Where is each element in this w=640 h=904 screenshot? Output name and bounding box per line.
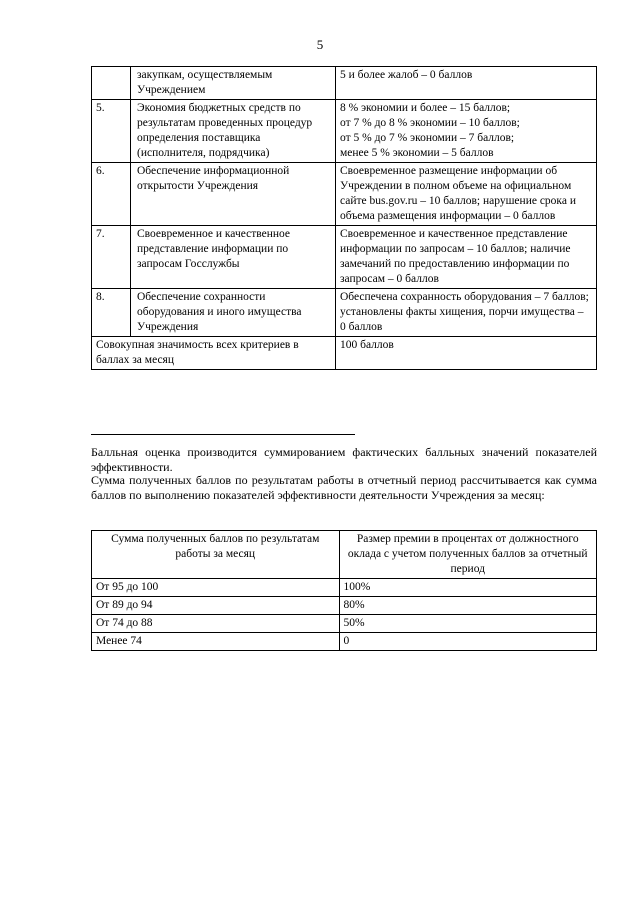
bonus-percent: 0 xyxy=(339,633,597,651)
table-row xyxy=(92,163,597,226)
row-number: 7. xyxy=(92,226,131,289)
table-row xyxy=(92,67,597,100)
table-row xyxy=(92,226,597,289)
bonus-percent: 100% xyxy=(339,579,597,597)
sum-paragraph: Сумма полученных баллов по результатам работы в отчетный период рассчитывается как сумма баллов по выполнению показателей эффективности деятельности Учреждения за месяц: xyxy=(91,473,597,502)
points-range: Менее 74 xyxy=(92,633,340,651)
header-row xyxy=(92,531,597,579)
table-row xyxy=(92,579,597,597)
score-cell: 5 и более жалоб – 0 баллов xyxy=(336,67,597,100)
table-row xyxy=(92,633,597,651)
table-row xyxy=(92,289,597,337)
score-cell: Своевременное размещение информации об Учреждении в полном объеме на официальном сайте bus.gov.ru – 10 баллов; нарушение срока и объема размещения информации – 0 баллов xyxy=(336,163,597,226)
criterion-cell: Обеспечение сохранности оборудования и иного имущества Учреждения xyxy=(131,289,336,337)
criterion-cell: Обеспечение информационной открытости Учреждения xyxy=(131,163,336,226)
separator-line xyxy=(91,434,355,435)
table-row xyxy=(92,615,597,633)
score-line: установлены факты хищения, порчи имущества – 0 баллов xyxy=(340,306,584,333)
score-cell: Своевременное и качественное представление информации по запросам – 10 баллов; наличие замечаний по предоставлению информации по запросам – 0 баллов xyxy=(336,226,597,289)
score-line: менее 5 % экономии – 5 баллов xyxy=(340,147,494,159)
page-number: 5 xyxy=(316,37,324,52)
criterion-cell: закупкам, осуществляемым Учреждением xyxy=(131,67,336,100)
total-row xyxy=(92,337,597,370)
row-number xyxy=(92,67,131,100)
score-line: от 5 % до 7 % экономии – 7 баллов; xyxy=(340,132,515,144)
bonus-percent: 50% xyxy=(339,615,597,633)
criterion-cell: Экономия бюджетных средств по результатам проведенных процедур определения поставщика (исполнителя, подрядчика) xyxy=(131,100,336,163)
score-line: от 7 % до 8 % экономии – 10 баллов; xyxy=(340,117,520,129)
row-number: 8. xyxy=(92,289,131,337)
bonus-table xyxy=(91,530,597,651)
score-cell xyxy=(336,289,597,337)
column-header: Сумма полученных баллов по результатам работы за месяц xyxy=(92,531,340,579)
points-range: От 74 до 88 xyxy=(92,615,340,633)
score-line: 8 % экономии и более – 15 баллов; xyxy=(340,102,511,114)
points-range: От 95 до 100 xyxy=(92,579,340,597)
score-line: Обеспечена сохранность оборудования – 7 баллов; xyxy=(340,291,589,303)
criterion-cell: Своевременное и качественное представление информации по запросам Госслужбы xyxy=(131,226,336,289)
total-label: Совокупная значимость всех критериев в баллах за месяц xyxy=(92,337,336,370)
score-cell xyxy=(336,100,597,163)
bonus-percent: 80% xyxy=(339,597,597,615)
column-header: Размер премии в процентах от должностного оклада с учетом полученных баллов за отчетный период xyxy=(339,531,597,579)
criteria-table xyxy=(91,66,597,370)
row-number: 5. xyxy=(92,100,131,163)
table-row xyxy=(92,597,597,615)
scoring-paragraph: Балльная оценка производится суммированием фактических балльных значений показателей эффективности. xyxy=(91,445,597,474)
points-range: От 89 до 94 xyxy=(92,597,340,615)
table-row xyxy=(92,100,597,163)
total-value: 100 баллов xyxy=(336,337,597,370)
row-number: 6. xyxy=(92,163,131,226)
